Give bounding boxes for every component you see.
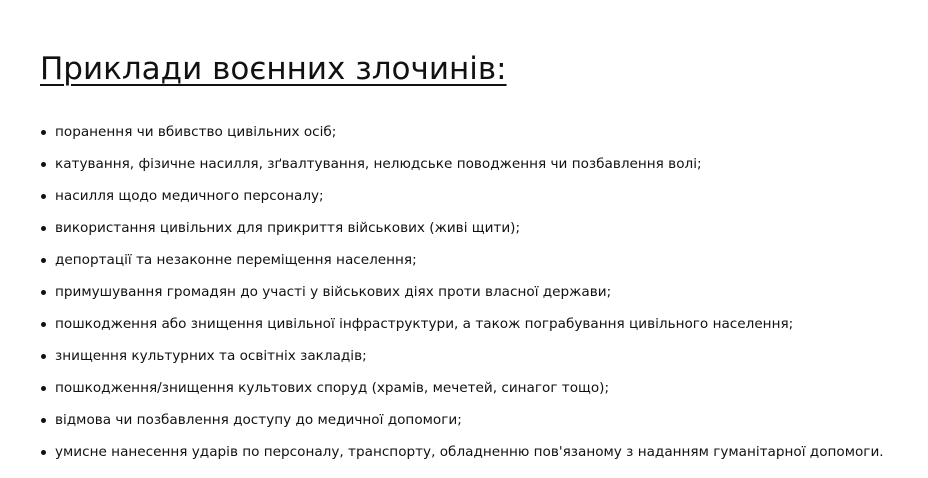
list-item-text: насилля щодо медичного персоналу;	[55, 188, 324, 204]
list-item	[40, 372, 928, 404]
list-item	[40, 148, 928, 180]
bullet-icon	[41, 162, 46, 167]
list-item	[40, 404, 928, 436]
page-title: Приклади воєнних злочинів:	[40, 51, 507, 87]
list-item	[40, 180, 928, 212]
bullet-icon	[41, 226, 46, 231]
list-item-text: катування, фізичне насилля, зґвалтування, нелюдське поводження чи позбавлення волі;	[55, 156, 702, 172]
bullet-icon	[41, 322, 46, 327]
list-item	[40, 308, 928, 340]
list-item-text: умисне нанесення ударів по персоналу, транспорту, обладненню пов'язаному з наданням гуманітарної допомоги.	[55, 444, 884, 460]
list-item	[40, 340, 928, 372]
list-item-text: поранення чи вбивство цивільних осіб;	[55, 124, 337, 140]
list-item	[40, 116, 928, 148]
list-item-text: пошкодження або знищення цивільної інфраструктури, а також пограбування цивільного населення;	[55, 316, 794, 332]
war-crimes-list	[40, 116, 928, 468]
list-item-text: пошкодження/знищення культових споруд (храмів, мечетей, синагог тощо);	[55, 380, 610, 396]
bullet-icon	[41, 130, 46, 135]
bullet-icon	[41, 386, 46, 391]
bullet-icon	[41, 418, 46, 423]
bullet-icon	[41, 354, 46, 359]
list-item	[40, 276, 928, 308]
list-item-text: примушування громадян до участі у військових діях проти власної держави;	[55, 284, 612, 300]
list-item-text: знищення культурних та освітніх закладів;	[55, 348, 367, 364]
list-item	[40, 212, 928, 244]
list-item-text: депортації та незаконне переміщення населення;	[55, 252, 417, 268]
bullet-icon	[41, 258, 46, 263]
bullet-icon	[41, 194, 46, 199]
list-item-text: відмова чи позбавлення доступу до медичної допомоги;	[55, 412, 462, 428]
list-item	[40, 244, 928, 276]
bullet-icon	[41, 450, 46, 455]
list-item-text: використання цивільних для прикриття військових (живі щити);	[55, 220, 521, 236]
bullet-icon	[41, 290, 46, 295]
list-item	[40, 436, 928, 468]
